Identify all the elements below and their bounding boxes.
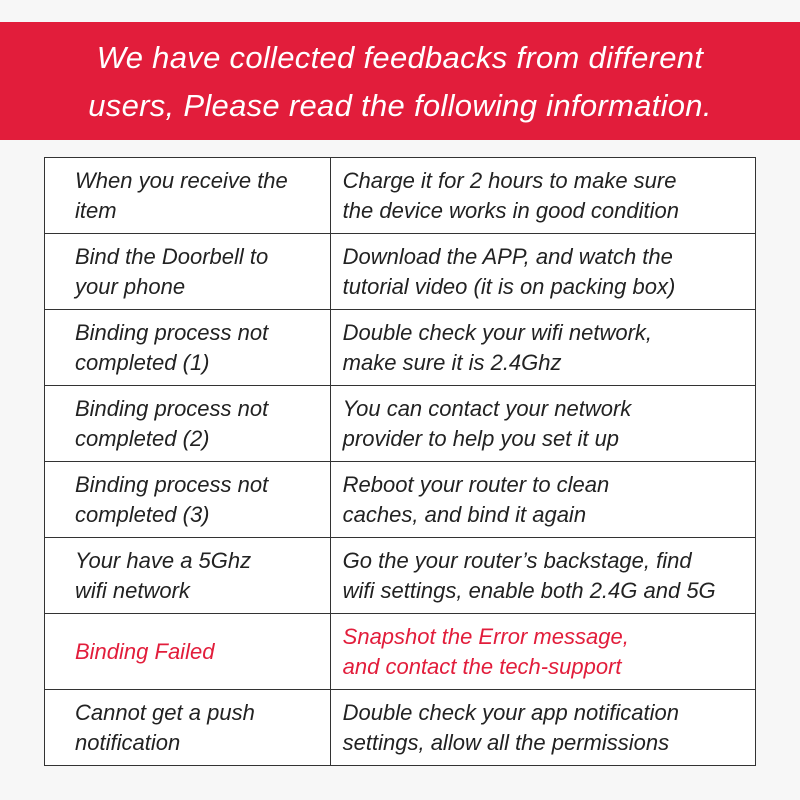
solution-text: You can contact your network <box>342 395 632 421</box>
issue-cell <box>45 234 331 310</box>
header-line-1: We have collected feedbacks from different <box>96 40 704 75</box>
solution-text: Double check your wifi network, <box>342 319 653 345</box>
solution-cell <box>330 462 755 538</box>
issue-text: completed (1) <box>75 349 210 375</box>
table-row <box>45 310 756 386</box>
issue-text: your phone <box>75 273 186 299</box>
table-row <box>45 234 756 310</box>
header-banner <box>0 22 800 140</box>
solution-cell <box>330 234 755 310</box>
issue-cell <box>45 158 331 234</box>
table-row <box>45 538 756 614</box>
solution-text: Reboot your router to clean <box>342 471 610 497</box>
solution-cell <box>330 158 755 234</box>
issue-cell <box>45 462 331 538</box>
table-row <box>45 386 756 462</box>
issue-text: notification <box>75 729 181 755</box>
issue-text: Cannot get a push <box>75 699 255 725</box>
solution-cell <box>330 538 755 614</box>
issue-text: When you receive the <box>75 167 288 193</box>
solution-text: Go the your router’s backstage, find <box>342 547 692 573</box>
solution-text: the device works in good condition <box>342 197 679 223</box>
solution-text: Double check your app notification <box>342 699 679 725</box>
solution-text: wifi settings, enable both 2.4G and 5G <box>342 577 716 603</box>
solution-text: provider to help you set it up <box>342 425 620 451</box>
issue-text: Binding Failed <box>75 638 215 664</box>
table-row <box>45 690 756 766</box>
table-row <box>45 158 756 234</box>
issue-cell <box>45 614 331 690</box>
issue-cell <box>45 310 331 386</box>
issue-cell <box>45 538 331 614</box>
solution-cell <box>330 690 755 766</box>
issue-text: Binding process not <box>75 319 269 345</box>
issue-text: Bind the Doorbell to <box>75 243 269 269</box>
solution-cell <box>330 310 755 386</box>
issue-text: Binding process not <box>75 395 269 421</box>
table-row <box>45 462 756 538</box>
solution-text: settings, allow all the permissions <box>342 729 670 755</box>
issue-text: completed (3) <box>75 501 210 527</box>
solution-text: tutorial video (it is on packing box) <box>342 273 676 299</box>
issue-text: Your have a 5Ghz <box>75 547 252 573</box>
faq-table-wrapper <box>44 157 756 766</box>
issue-text: completed (2) <box>75 425 210 451</box>
solution-text: Download the APP, and watch the <box>342 243 673 269</box>
faq-table <box>44 157 756 766</box>
issue-text: wifi network <box>75 577 190 603</box>
solution-cell <box>330 614 755 690</box>
solution-text: Charge it for 2 hours to make sure <box>342 167 677 193</box>
issue-cell <box>45 690 331 766</box>
table-row-highlighted <box>45 614 756 690</box>
issue-text: Binding process not <box>75 471 269 497</box>
issue-text: item <box>75 197 117 223</box>
header-line-2: users, Please read the following information. <box>88 88 712 123</box>
solution-text: make sure it is 2.4Ghz <box>342 349 562 375</box>
solution-cell <box>330 386 755 462</box>
solution-text: caches, and bind it again <box>342 501 587 527</box>
solution-text: Snapshot the Error message, <box>342 623 629 649</box>
issue-cell <box>45 386 331 462</box>
solution-text: and contact the tech-support <box>342 653 622 679</box>
